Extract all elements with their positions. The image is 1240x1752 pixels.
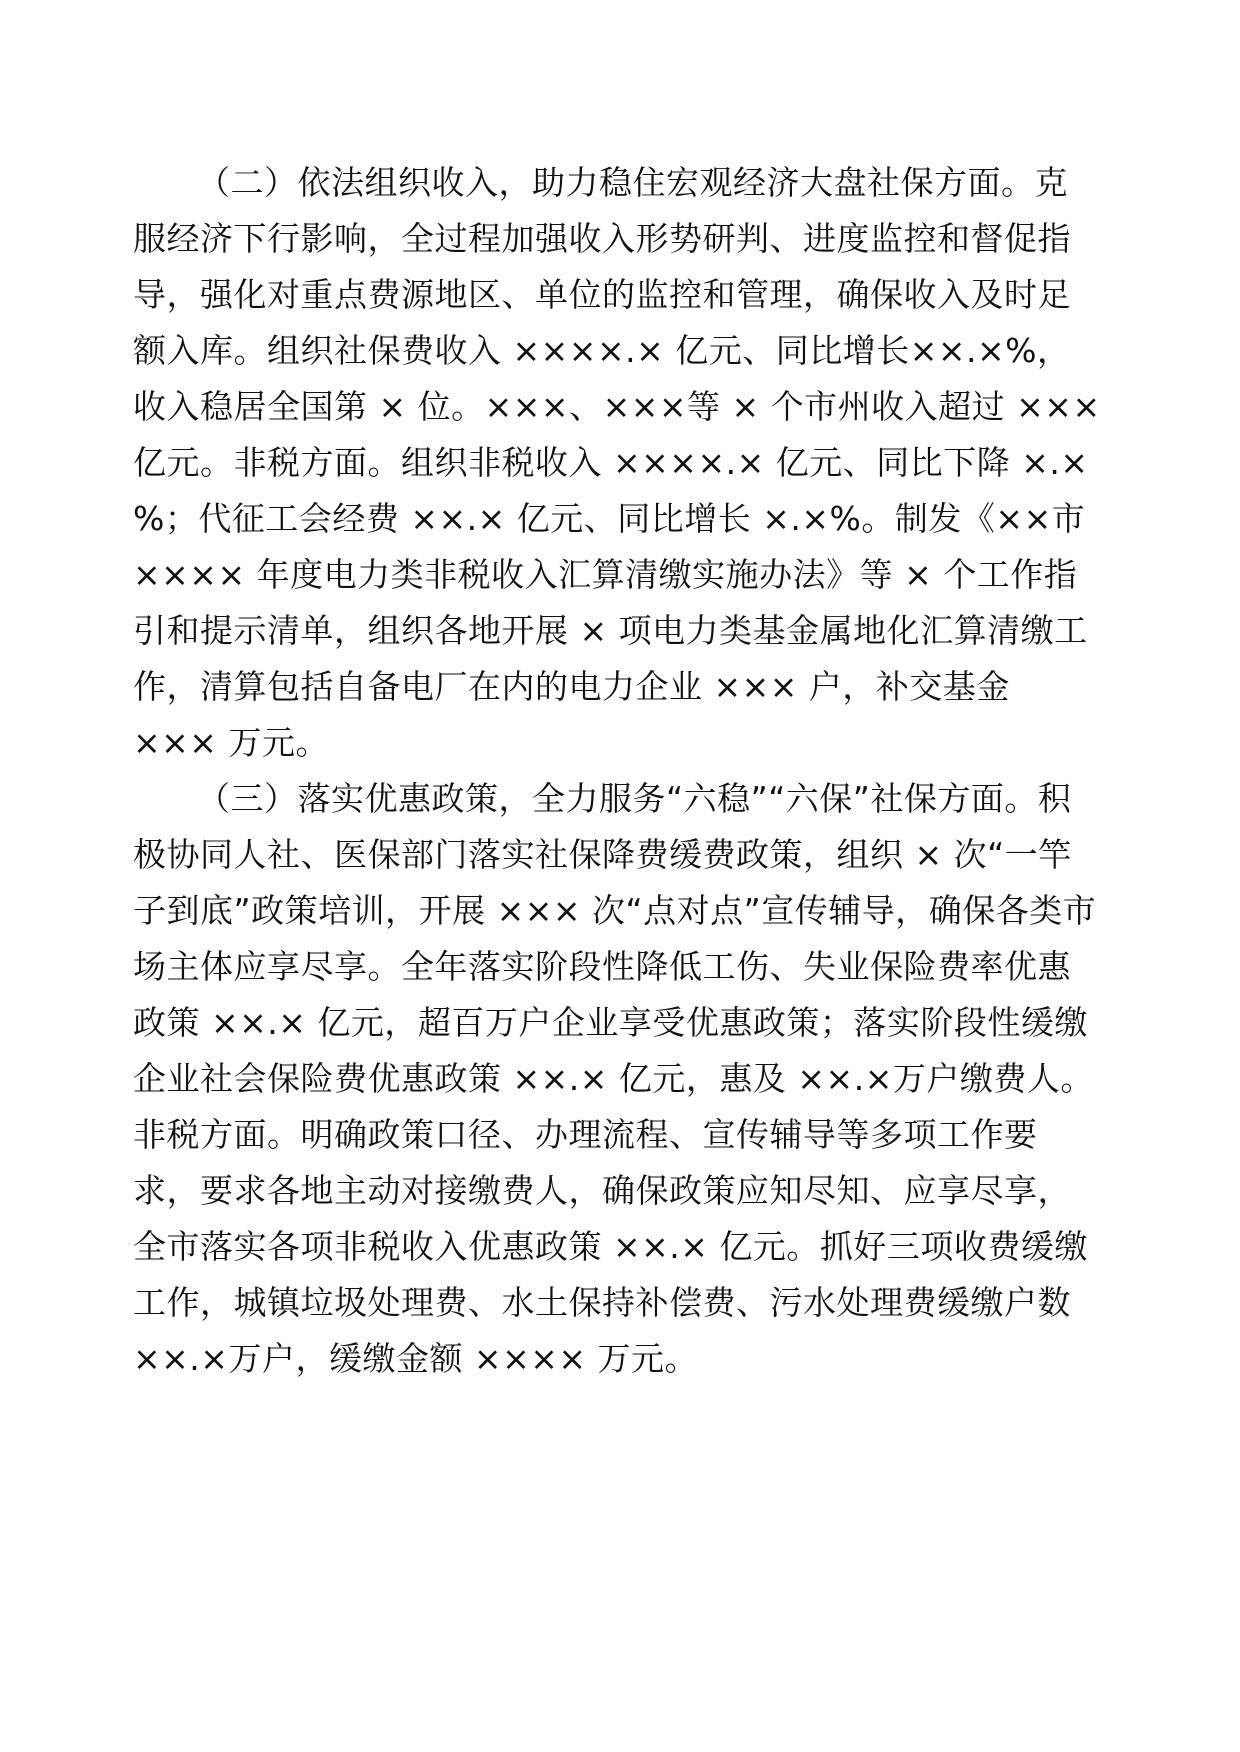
- paragraph-line: ××× 万元。: [133, 723, 329, 762]
- paragraph-line: 求，要求各地主动对接缴费人，确保政策应知尽知、应享尽享，: [133, 1171, 1071, 1210]
- paragraph-line: 极协同人社、医保部门落实社保降费缓费政策，组织 × 次“一竿: [133, 835, 1072, 874]
- paragraph-line: 服经济下行影响，全过程加强收入形势研判、进度监控和督促指: [133, 219, 1071, 258]
- paragraph-line: 子到底”政策培训，开展 ××× 次“点对点”宣传辅导，确保各类市: [133, 891, 1097, 930]
- paragraph-line: 额入库。组织社保费收入 ××××.× 亿元、同比增长××.×%，: [133, 331, 1071, 370]
- paragraph-line: 工作，城镇垃圾处理费、水土保持补偿费、污水处理费缓缴户数: [133, 1283, 1071, 1322]
- paragraph-line: 作，清算包括自备电厂在内的电力企业 ××× 户，补交基金: [133, 667, 1010, 706]
- paragraph-line: 企业社会保险费优惠政策 ××.× 亿元，惠及 ××.×万户缴费人。: [133, 1059, 1094, 1098]
- paragraph-line: （三）落实优惠政策，全力服务“六稳”“六保”社保方面。积: [197, 779, 1072, 818]
- paragraph-line: ×××× 年度电力类非税收入汇算清缴实施办法》等 × 个工作指: [133, 555, 1078, 594]
- paragraph-line: 收入稳居全国第 × 位。×××、×××等 × 个市州收入超过 ×××: [133, 387, 1101, 426]
- paragraph-line: 场主体应享尽享。全年落实阶段性降低工伤、失业保险费率优惠: [133, 947, 1071, 986]
- paragraph-line: %；代征工会经费 ××.× 亿元、同比增长 ×.×%。制发《××市: [133, 499, 1086, 538]
- paragraph-line: 导，强化对重点费源地区、单位的监控和管理，确保收入及时足: [133, 275, 1071, 314]
- paragraph-line: 亿元。非税方面。组织非税收入 ××××.× 亿元、同比下降 ×.×: [133, 443, 1089, 482]
- paragraph-line: 引和提示清单，组织各地开展 × 项电力类基金属地化汇算清缴工: [133, 611, 1088, 650]
- paragraph-line: ××.×万户，缓缴金额 ×××× 万元。: [133, 1339, 699, 1378]
- paragraph-line: 非税方面。明确政策口径、办理流程、宣传辅导等多项工作要: [133, 1115, 1038, 1154]
- paragraph-line: 全市落实各项非税收入优惠政策 ××.× 亿元。抓好三项收费缓缴: [133, 1227, 1088, 1266]
- paragraph-line: （二）依法组织收入，助力稳住宏观经济大盘社保方面。克: [197, 163, 1068, 202]
- paragraph-line: 政策 ××.× 亿元，超百万户企业享受优惠政策；落实阶段性缓缴: [133, 1003, 1088, 1042]
